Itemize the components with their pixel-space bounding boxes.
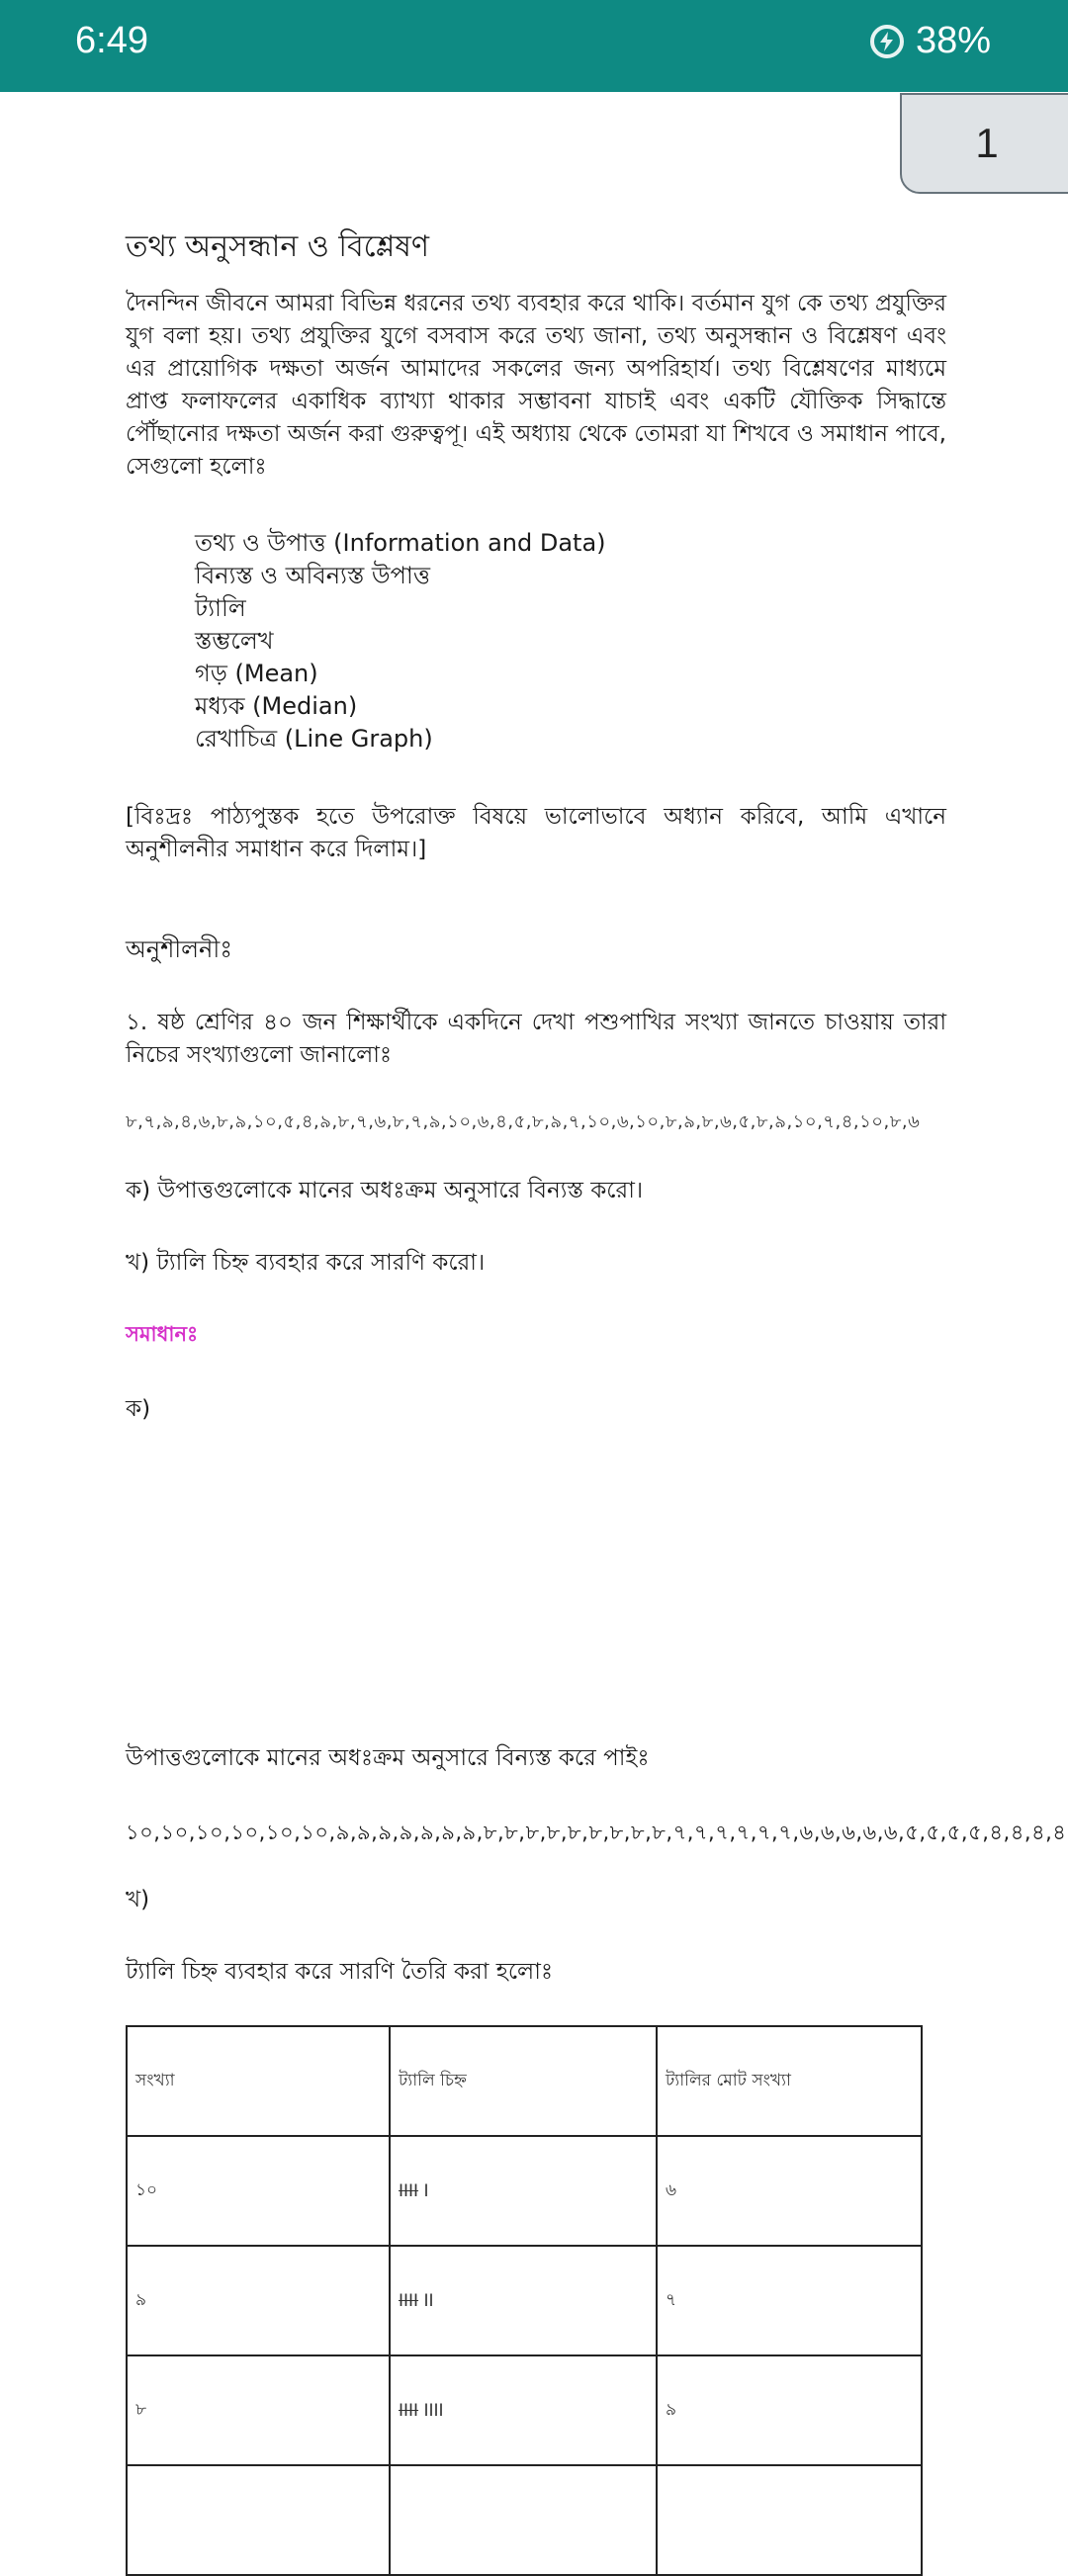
topic-item: তথ্য ও উপাত্ত (Information and Data) <box>195 529 606 557</box>
battery-percentage: 38% <box>915 20 991 61</box>
solution-label: সমাধানঃ <box>126 1322 199 1346</box>
table-row <box>127 2465 922 2575</box>
topic-item: স্তম্ভলেখ <box>195 627 274 655</box>
table-row <box>127 2246 922 2355</box>
blank-space <box>126 1429 946 1706</box>
topic-item: গড় (Mean) <box>195 660 318 687</box>
tally-bundle: IIII <box>399 2400 419 2421</box>
sorted-intro: উপাত্তগুলোকে মানের অধঃক্রম অনুসারে বিন্যস্ত করে পাইঃ <box>126 1745 650 1771</box>
tally-extra: II <box>418 2290 434 2311</box>
chapter-title: তথ্য অনুসন্ধান ও বিশ্লেষণ <box>126 229 429 264</box>
cell-total: ৭ <box>657 2246 922 2355</box>
cell-tally <box>390 2355 657 2465</box>
sub-question-kha: খ) ট্যালি চিহ্ন ব্যবহার করে সারণি করো। <box>126 1250 486 1276</box>
cell-tally <box>390 2246 657 2355</box>
cell-number: ১০ <box>127 2136 390 2246</box>
status-time: 6:49 <box>75 20 148 61</box>
question-1: ১. ষষ্ঠ শ্রেণির ৪০ জন শিক্ষার্থীকে একদিনে দেখা পশুপাখির সংখ্যা জানতে চাওয়ায় তারা নিচের সংখ্যাগুলো জানালোঃ <box>126 1010 946 1068</box>
topic-item: রেখাচিত্র (Line Graph) <box>195 725 433 753</box>
topic-list <box>195 527 946 755</box>
tally-table <box>126 2025 923 2576</box>
intro-paragraph: দৈনন্দিন জীবনে আমরা বিভিন্ন ধরনের তথ্য ব্যবহার করে থাকি। বর্তমান যুগ কে তথ্য প্রযুক্তির যুগ বলা হয়। তথ্য প্রযুক্তির যুগে বসবাস করে তথ্য জানা, তথ্য অনুসন্ধান ও বিশ্লেষণ এবং এর প্রায়োগিক দক্ষতা অর্জন আমাদের সকলের জন্য অপরিহার্য। তথ্য বিশ্লেষণের মাধ্যমে প্রাপ্ত ফলাফলের একাধিক ব্যাখ্যা থাকার সম্ভাবনা যাচাই এবং একটি যৌক্তিক সিদ্ধান্তে পৌঁছানোর দক্ষতা অর্জন করা গুরুত্বপূ। এই অধ্যায় থেকে তোমরা যা শিখবে ও সমাধান পাবে, সেগুলো হলোঃ <box>126 291 946 480</box>
tally-extra: IIII <box>418 2400 444 2421</box>
tally-bundle: IIII <box>399 2290 419 2311</box>
cell-number: ৯ <box>127 2246 390 2355</box>
table-row <box>127 2355 922 2465</box>
cell-number <box>127 2465 390 2575</box>
page-number-indicator[interactable]: 1 <box>900 93 1068 194</box>
table-header-row <box>127 2026 922 2136</box>
sub-question-ka: ক) উপাত্তগুলোকে মানের অধঃক্রম অনুসারে বিন্যস্ত করো। <box>126 1178 644 1203</box>
header-total: ট্যালির মোট সংখ্যা <box>657 2026 922 2136</box>
battery-charging-icon <box>870 25 904 58</box>
header-tally: ট্যালি চিহ্ন <box>390 2026 657 2136</box>
cell-total <box>657 2465 922 2575</box>
cell-total: ৬ <box>657 2136 922 2246</box>
cell-tally <box>390 2465 657 2575</box>
answer-kha-label: খ) <box>126 1887 150 1912</box>
data-values: ৮,৭,৯,৪,৬,৮,৯,১০,৫,৪,৯,৮,৭,৬,৮,৭,৯,১০,৬,৪,৫,৮,৯,৭,১০,৬,১০,৮,৯,৮,৬,৫,৮,৯,১০,৭,৪,১০,৮,৬ <box>126 1111 921 1132</box>
exercise-heading: অনুশীলনীঃ <box>126 935 233 963</box>
table-intro: ট্যালি চিহ্ন ব্যবহার করে সারণি তৈরি করা হলোঃ <box>126 1959 554 1985</box>
table-row <box>127 2136 922 2246</box>
status-right <box>870 20 991 62</box>
answer-ka-label: ক) <box>126 1396 151 1422</box>
topic-item: মধ্যক (Median) <box>195 692 358 720</box>
topic-item: ট্যালি <box>195 594 246 622</box>
tally-table-wrapper <box>126 2025 946 2576</box>
status-bar <box>0 0 1068 92</box>
tally-extra: I <box>418 2180 429 2201</box>
document-page <box>126 227 1067 2576</box>
sorted-values: ১০,১০,১০,১০,১০,১০,৯,৯,৯,৯,৯,৯,৯,৮,৮,৮,৮,৮,৮,৮,৮,৮,৭,৭,৭,৭,৭,৭,৬,৬,৬,৬,৬,৫,৫,৫,৫,৪,৪,৪,৪ <box>126 1821 1067 1844</box>
tally-bundle: IIII <box>399 2180 419 2201</box>
header-number: সংখ্যা <box>127 2026 390 2136</box>
cell-number: ৮ <box>127 2355 390 2465</box>
topic-item: বিন্যস্ত ও অবিন্যস্ত উপাত্ত <box>195 562 430 589</box>
cell-tally <box>390 2136 657 2246</box>
note-paragraph: [বিঃদ্রঃ পাঠ্যপুস্তক হতে উপরোক্ত বিষয়ে ভালোভাবে অধ্যান করিবে, আমি এখানে অনুশীলনীর সমাধান করে দিলাম।] <box>126 804 946 862</box>
cell-total: ৯ <box>657 2355 922 2465</box>
